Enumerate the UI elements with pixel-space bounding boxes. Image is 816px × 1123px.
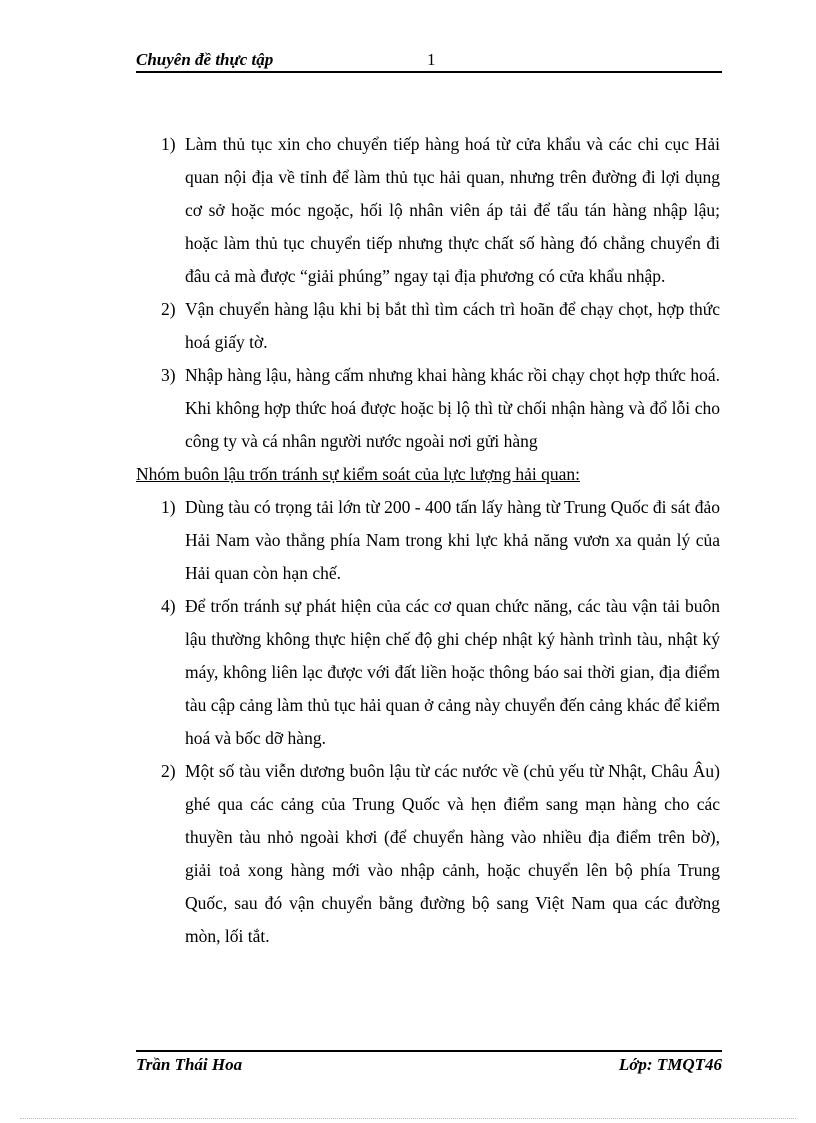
list-item xyxy=(136,293,720,359)
list-item-number: 4) xyxy=(161,596,176,616)
page-number: 1 xyxy=(427,50,436,69)
list-mechanisms xyxy=(136,128,720,458)
list-item xyxy=(136,359,720,458)
list-item-text: Vận chuyển hàng lậu khi bị bắt thì tìm cách trì hoãn để chạy chọt, hợp thức hoá giấy tờ. xyxy=(185,299,720,352)
list-item-number: 1) xyxy=(161,497,176,517)
page-footer xyxy=(136,1050,722,1080)
page-header xyxy=(136,48,722,72)
list-item xyxy=(136,491,720,590)
page-bottom-edge xyxy=(20,1118,796,1119)
list-item-number: 3) xyxy=(161,365,176,385)
list-item-text: Dùng tàu có trọng tải lớn từ 200 - 400 tấn lấy hàng từ Trung Quốc đi sát đảo Hải Nam vào thẳng phía Nam trong khi lực khả năng vươn xa quản lý của Hải quan còn hạn chế. xyxy=(185,497,720,583)
list-item-text: Nhập hàng lậu, hàng cấm nhưng khai hàng khác rồi chạy chọt hợp thức hoá. Khi không hợp thức hoá được hoặc bị lộ thì từ chối nhận hàng và đổ lỗi cho công ty và cá nhân người nước ngoài nơi gửi hàng xyxy=(185,365,720,451)
header-rule xyxy=(136,71,722,73)
list-item-text: Làm thủ tục xin cho chuyển tiếp hàng hoá từ cửa khẩu và các chi cục Hải quan nội địa về tỉnh để làm thủ tục hải quan, nhưng trên đường đi lợi dụng cơ sở hoặc móc ngoặc, hối lộ nhân viên áp tải để tẩu tán hàng nhập lậu; hoặc làm thủ tục chuyển tiếp nhưng thực chất số hàng đó chẳng chuyển đi đâu cả mà được “giải phúng” ngay tại địa phương có cửa khẩu nhập. xyxy=(185,134,720,286)
list-item-text: Để trốn tránh sự phát hiện của các cơ quan chức năng, các tàu vận tải buôn lậu thường không thực hiện chế độ ghi chép nhật ký hành trình tàu, nhật ký máy, không liên lạc được với đất liền hoặc thông báo sai thời gian, địa điểm tàu cập cảng làm thủ tục hải quan ở cảng này chuyển đến cảng khác để kiểm hoá và bốc dỡ hàng. xyxy=(185,596,721,748)
document-title: Chuyên đề thực tập xyxy=(136,50,274,69)
class-label: Lớp: TMQT46 xyxy=(618,1055,722,1074)
list-item-number: 2) xyxy=(161,761,176,781)
list-item xyxy=(136,128,720,293)
list-evasion xyxy=(136,491,720,953)
list-item-text: Một số tàu viễn dương buôn lậu từ các nước về (chủ yếu từ Nhật, Châu Âu) ghé qua các cảng của Trung Quốc và hẹn điểm sang mạn hàng cho các thuyền tàu nhỏ ngoài khơi (để chuyển hàng vào nhiều địa điểm trên bờ), giải toả xong hàng mới vào nhập cảnh, hoặc chuyển lên bộ phía Trung Quốc, sau đó vận chuyển bằng đường bộ sang Việt Nam qua các đường mòn, lối tắt. xyxy=(185,761,720,946)
footer-rule xyxy=(136,1050,722,1052)
author-name: Trần Thái Hoa xyxy=(136,1055,243,1074)
list-item-number: 2) xyxy=(161,299,176,319)
list-item-number: 1) xyxy=(161,134,176,154)
list-item xyxy=(136,590,720,755)
list-item xyxy=(136,755,720,953)
document-body xyxy=(136,128,720,953)
section-heading: Nhóm buôn lậu trốn tránh sự kiểm soát của lực lượng hải quan: xyxy=(136,464,581,484)
